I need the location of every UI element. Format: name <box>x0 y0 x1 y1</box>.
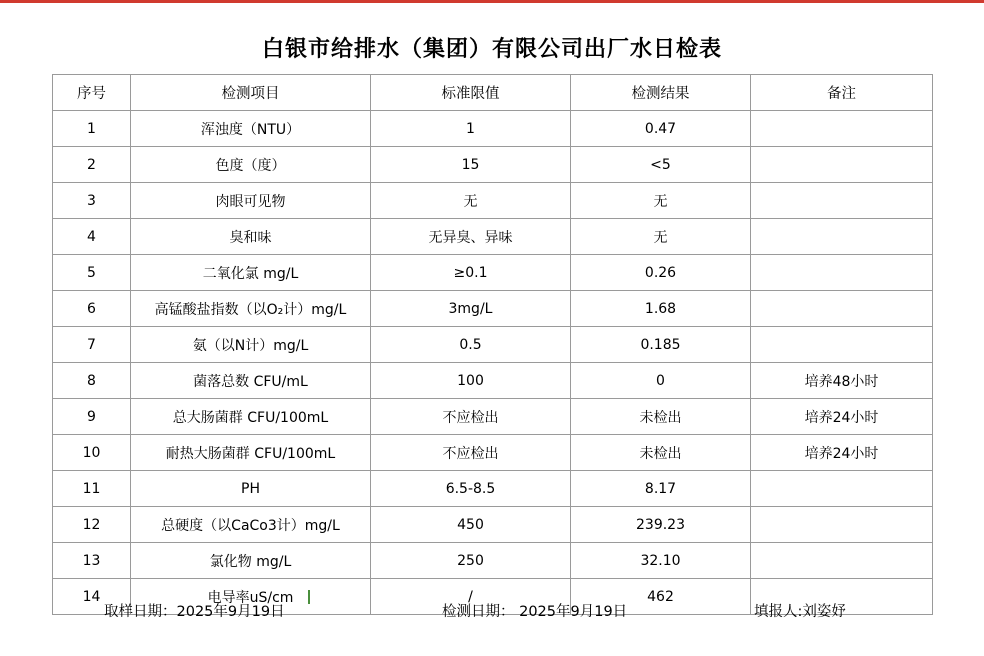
cell-no: 10 <box>53 435 131 471</box>
cell-result: 0.26 <box>571 255 751 291</box>
table-header-row <box>53 75 933 111</box>
table-row <box>53 507 933 543</box>
cell-item: 耐热大肠菌群 CFU/100mL <box>131 435 371 471</box>
column-header-result: 检测结果 <box>571 75 751 111</box>
cell-item: 二氧化氯 mg/L <box>131 255 371 291</box>
footer-info <box>52 600 932 628</box>
cell-note <box>751 255 933 291</box>
cell-limit: 不应检出 <box>371 399 571 435</box>
cell-limit: 0.5 <box>371 327 571 363</box>
cell-limit: 450 <box>371 507 571 543</box>
cell-note <box>751 183 933 219</box>
cell-note <box>751 327 933 363</box>
cell-result: 1.68 <box>571 291 751 327</box>
column-header-note: 备注 <box>751 75 933 111</box>
cell-note <box>751 111 933 147</box>
cell-result: 0 <box>571 363 751 399</box>
cell-limit: ≥0.1 <box>371 255 571 291</box>
cell-result: 0.47 <box>571 111 751 147</box>
table-row <box>53 147 933 183</box>
table-row <box>53 399 933 435</box>
cell-limit: 不应检出 <box>371 435 571 471</box>
cell-result: 无 <box>571 219 751 255</box>
cell-note: 培养24小时 <box>751 435 933 471</box>
table-row <box>53 255 933 291</box>
cell-limit: 15 <box>371 147 571 183</box>
cell-no: 2 <box>53 147 131 183</box>
top-accent-rule <box>0 0 984 3</box>
cell-note <box>751 507 933 543</box>
cell-result: 32.10 <box>571 543 751 579</box>
cell-no: 12 <box>53 507 131 543</box>
cell-no: 1 <box>53 111 131 147</box>
cell-item: 氨（以N计）mg/L <box>131 327 371 363</box>
cell-result: <5 <box>571 147 751 183</box>
cell-limit: / <box>371 579 571 615</box>
table-row <box>53 363 933 399</box>
cell-limit: 6.5-8.5 <box>371 471 571 507</box>
cell-result: 未检出 <box>571 399 751 435</box>
table-body <box>53 111 933 615</box>
column-header-limit: 标准限值 <box>371 75 571 111</box>
cell-item: 电导率uS/cm <box>131 579 371 615</box>
table-row <box>53 291 933 327</box>
water-quality-table <box>52 74 933 615</box>
cell-item: 臭和味 <box>131 219 371 255</box>
cell-result: 462 <box>571 579 751 615</box>
table-row <box>53 327 933 363</box>
cell-limit: 无异臭、异味 <box>371 219 571 255</box>
cell-result: 未检出 <box>571 435 751 471</box>
cell-result: 无 <box>571 183 751 219</box>
cell-limit: 1 <box>371 111 571 147</box>
cell-item: 浑浊度（NTU） <box>131 111 371 147</box>
cell-item: PH <box>131 471 371 507</box>
cell-no: 6 <box>53 291 131 327</box>
column-header-no: 序号 <box>53 75 131 111</box>
table-row <box>53 183 933 219</box>
cell-limit: 无 <box>371 183 571 219</box>
cell-result: 8.17 <box>571 471 751 507</box>
cell-no: 7 <box>53 327 131 363</box>
sample-date: 取样日期：2025年9月19日 <box>104 604 285 620</box>
cell-limit: 250 <box>371 543 571 579</box>
column-header-item: 检测项目 <box>131 75 371 111</box>
table-row <box>53 219 933 255</box>
cell-item: 氯化物 mg/L <box>131 543 371 579</box>
cell-item: 总大肠菌群 CFU/100mL <box>131 399 371 435</box>
cell-item: 肉眼可见物 <box>131 183 371 219</box>
page-title: 白银市给排水（集团）有限公司出厂水日检表 <box>261 37 722 62</box>
cell-note: 培养48小时 <box>751 363 933 399</box>
cell-limit: 3mg/L <box>371 291 571 327</box>
table-row <box>53 111 933 147</box>
cell-item: 高锰酸盐指数（以O₂计）mg/L <box>131 291 371 327</box>
cell-no: 4 <box>53 219 131 255</box>
filled-by: 填报人:刘姿妤 <box>754 604 846 620</box>
cell-no: 3 <box>53 183 131 219</box>
cell-no: 9 <box>53 399 131 435</box>
cell-note <box>751 471 933 507</box>
cell-item: 色度（度） <box>131 147 371 183</box>
cell-note <box>751 543 933 579</box>
cell-note <box>751 291 933 327</box>
cell-note: 培养24小时 <box>751 399 933 435</box>
table-row <box>53 543 933 579</box>
test-date: 检测日期： 2025年9月19日 <box>442 604 628 620</box>
table-row <box>53 435 933 471</box>
cell-no: 13 <box>53 543 131 579</box>
cell-item: 菌落总数 CFU/mL <box>131 363 371 399</box>
cell-no: 8 <box>53 363 131 399</box>
cell-no: 5 <box>53 255 131 291</box>
cell-no: 11 <box>53 471 131 507</box>
cell-item: 总硬度（以CaCo3计）mg/L <box>131 507 371 543</box>
cell-no: 14 <box>53 579 131 615</box>
cell-limit: 100 <box>371 363 571 399</box>
cell-result: 239.23 <box>571 507 751 543</box>
cell-result: 0.185 <box>571 327 751 363</box>
cell-note <box>751 147 933 183</box>
table-row <box>53 471 933 507</box>
cell-note <box>751 219 933 255</box>
